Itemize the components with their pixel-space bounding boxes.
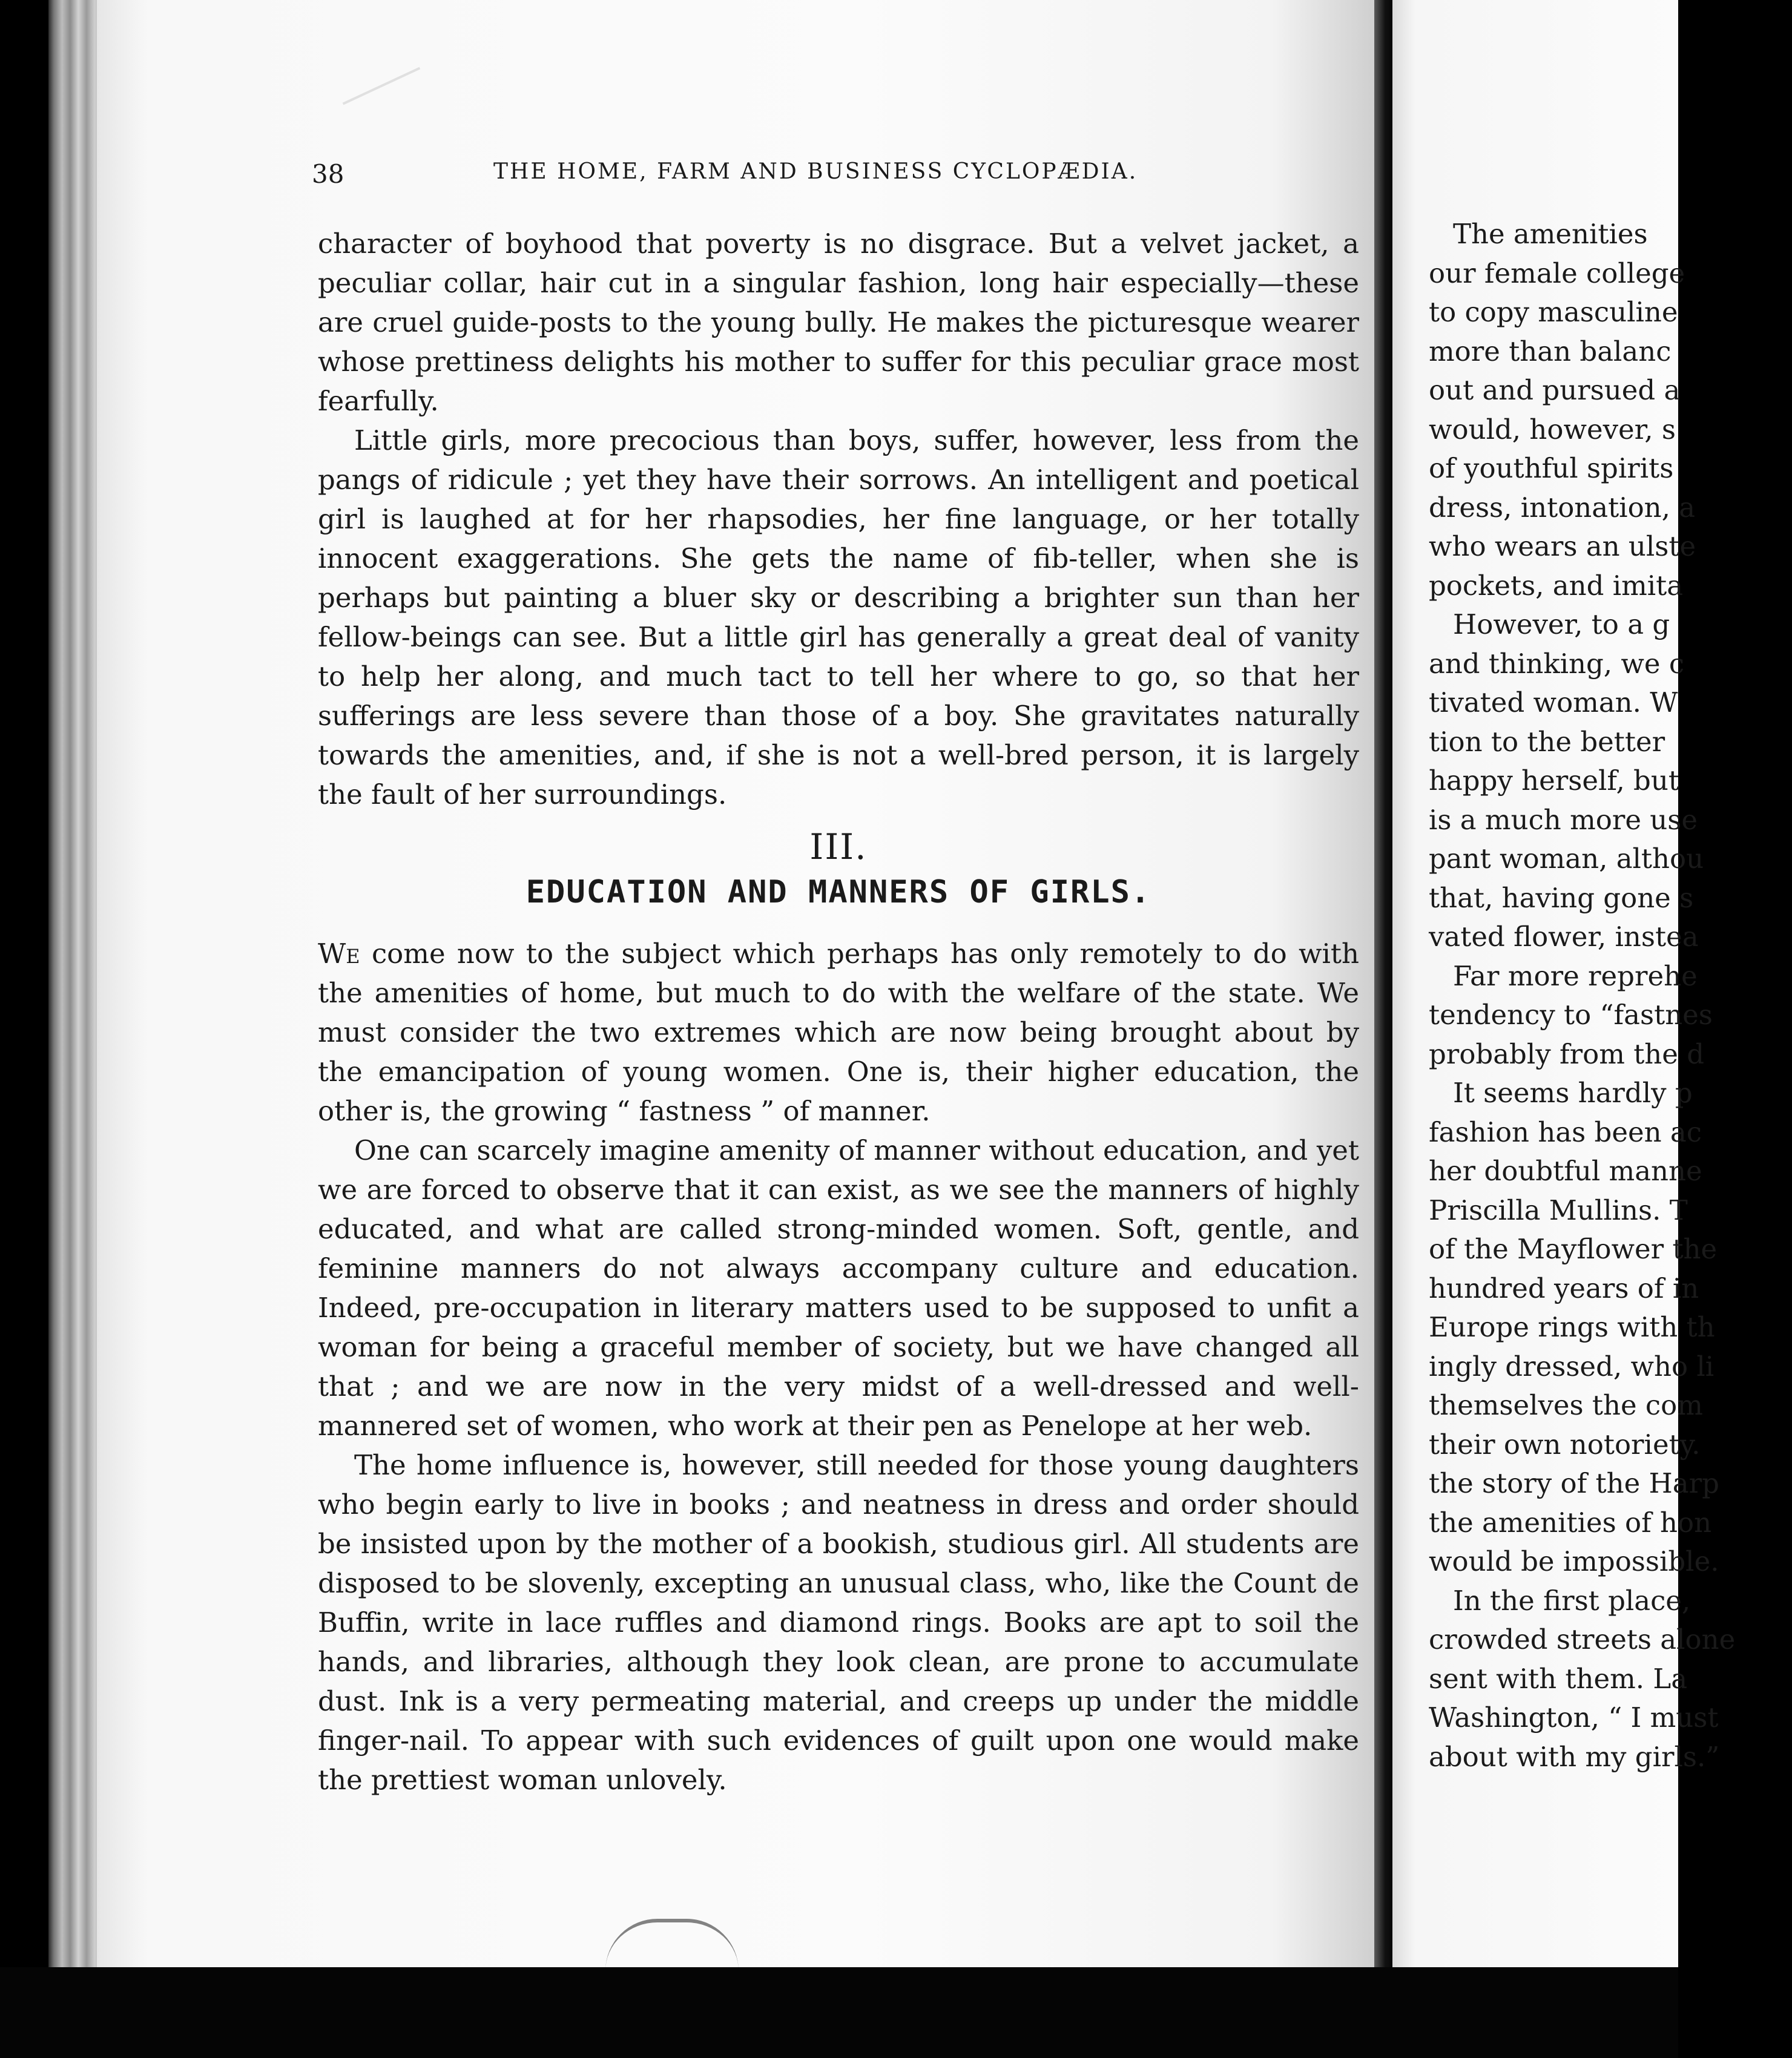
right-line: would be impossible. <box>1429 1545 1719 1577</box>
right-line: crowded streets alone <box>1429 1623 1736 1655</box>
right-line: and thinking, we c <box>1429 647 1685 680</box>
scan-bottom-border <box>0 1967 1678 2058</box>
paragraph-we-come-now <box>318 934 1359 1131</box>
right-page <box>1392 0 1736 1991</box>
right-line: tendency to “fastnes <box>1429 999 1713 1031</box>
page-number: 38 <box>312 159 344 189</box>
right-line: tivated woman. W <box>1429 686 1678 718</box>
right-line: the story of the Harp <box>1429 1467 1719 1499</box>
page-edges <box>48 0 103 1979</box>
right-line: that, having gone s <box>1429 881 1694 914</box>
paragraph-home-influence: The home influence is, however, still needed for those young daughters who begin early to live in books ; and neatness in dress and order should be insisted upon by the mother of a bookish, studious girl. All students are disposed to be slovenly, excepting an unusual class, who, like the Count de Buffin, write in lace ruffles and diamond rings. Books are apt to soil the hands, and libraries, although they look clean, are prone to accumulate dust. Ink is a very permeating material, and creeps up under the middle finger-nail. To appear with such evidences of guilt upon one would make the prettiest woman unlovely. <box>318 1449 1359 1796</box>
right-line: However, to a g <box>1453 608 1670 640</box>
right-line: is a much more use <box>1429 803 1698 836</box>
right-line: Europe rings with th <box>1429 1311 1715 1343</box>
right-line: Washington, “ I must <box>1429 1701 1719 1734</box>
right-line: probably from the d <box>1429 1037 1705 1070</box>
paragraph-lead-word: We <box>318 938 360 970</box>
right-line: sent with them. La <box>1429 1662 1688 1695</box>
paragraph-amenity-of-manner: One can scarcely imagine amenity of manner without education, and yet we are forced to observe that it can exist, as we see the manners of highly educated, and what are called strong-minded women. Soft, gentle, and feminine manners do not always accompany culture and education. Indeed, pre-occupation in literary matters used to be supposed to unfit a woman for being a graceful member of society, but we have changed all that ; and we are now in the very midst of a well-dressed and well-mannered set of women, who work at their pen as Penelope at her web. <box>318 1134 1359 1442</box>
section-numeral: III. <box>809 826 868 867</box>
right-line: dress, intonation, a <box>1429 491 1696 524</box>
right-line: pant woman, althou <box>1429 843 1704 875</box>
right-line: tion to the better <box>1429 725 1665 758</box>
right-line: In the first place, <box>1453 1584 1691 1617</box>
right-line: their own notoriety. <box>1429 1428 1701 1461</box>
right-line: Far more reprehe <box>1453 959 1698 992</box>
header-title: THE HOME, FARM AND BUSINESS CYCLOPÆDIA. <box>493 159 1138 184</box>
right-line: her doubtful manne <box>1429 1155 1702 1187</box>
right-line: our female college <box>1429 257 1685 289</box>
paragraph-body: come now to the subject which perhaps has only remotely to do with the amenities of home, but much to do with the welfare of the state. We must consider the two extremes which are now being brought about by the emancipation of young women. One is, their higher education, the other is, the growing “ fastness ” of manner. <box>318 938 1359 1127</box>
right-line: ingly dressed, who li <box>1429 1350 1715 1382</box>
right-line: would, however, s <box>1429 413 1676 445</box>
right-line: out and pursued a <box>1429 374 1681 406</box>
paragraph-continued: character of boyhood that poverty is no disgrace. But a velvet jacket, a peculiar collar, hair cut in a singular fashion, long hair especially—these are cruel guide-posts to the young bully. He makes the picturesque wearer whose prettiness delights his mother to suffer for this peculiar grace most fearfully. <box>318 228 1359 417</box>
right-line: of the Mayflower the <box>1429 1233 1718 1265</box>
right-line: pockets, and imita <box>1429 569 1684 602</box>
section-title: EDUCATION AND MANNERS OF GIRLS. <box>525 874 1151 910</box>
right-line: who wears an ulste <box>1429 530 1696 562</box>
right-line: more than balanc <box>1429 335 1672 367</box>
right-line: the amenities of hon <box>1429 1506 1712 1539</box>
running-head <box>312 154 1220 191</box>
right-line: fashion has been ac <box>1429 1116 1702 1148</box>
right-line: to copy masculine <box>1429 296 1678 328</box>
right-text-column <box>1429 215 1792 1777</box>
paragraph-little-girls: Little girls, more precocious than boys, suffer, however, less from the pangs of ridicule ; yet they have their sorrows. An intelligent and poetical girl is laughed at for her rhapsodies, her fine language, or her totally innocent exaggerations. She gets the name of fib-teller, when she is perhaps but painting a bluer sky or describing a brighter sun than her fellow-beings can see. But a little girl has generally a great deal of vanity to help her along, and much tact to tell her where to go, so that her sufferings are less severe than those of a boy. She gravitates naturally towards the amenities, and, if she is not a well-bred person, it is largely the fault of her surroundings. <box>318 424 1359 810</box>
right-line: hundred years of in <box>1429 1272 1699 1304</box>
right-line: The amenities <box>1453 218 1648 250</box>
right-line: vated flower, instea <box>1429 921 1699 953</box>
right-line: of youthful spirits <box>1429 452 1674 484</box>
right-line: happy herself, but <box>1429 764 1679 797</box>
right-line: about with my girls.” <box>1429 1740 1720 1773</box>
right-line: It seems hardly p <box>1453 1077 1693 1109</box>
left-text-column <box>318 224 1359 1800</box>
right-line: Priscilla Mullins. T <box>1429 1194 1688 1226</box>
right-line: themselves the com <box>1429 1389 1703 1421</box>
